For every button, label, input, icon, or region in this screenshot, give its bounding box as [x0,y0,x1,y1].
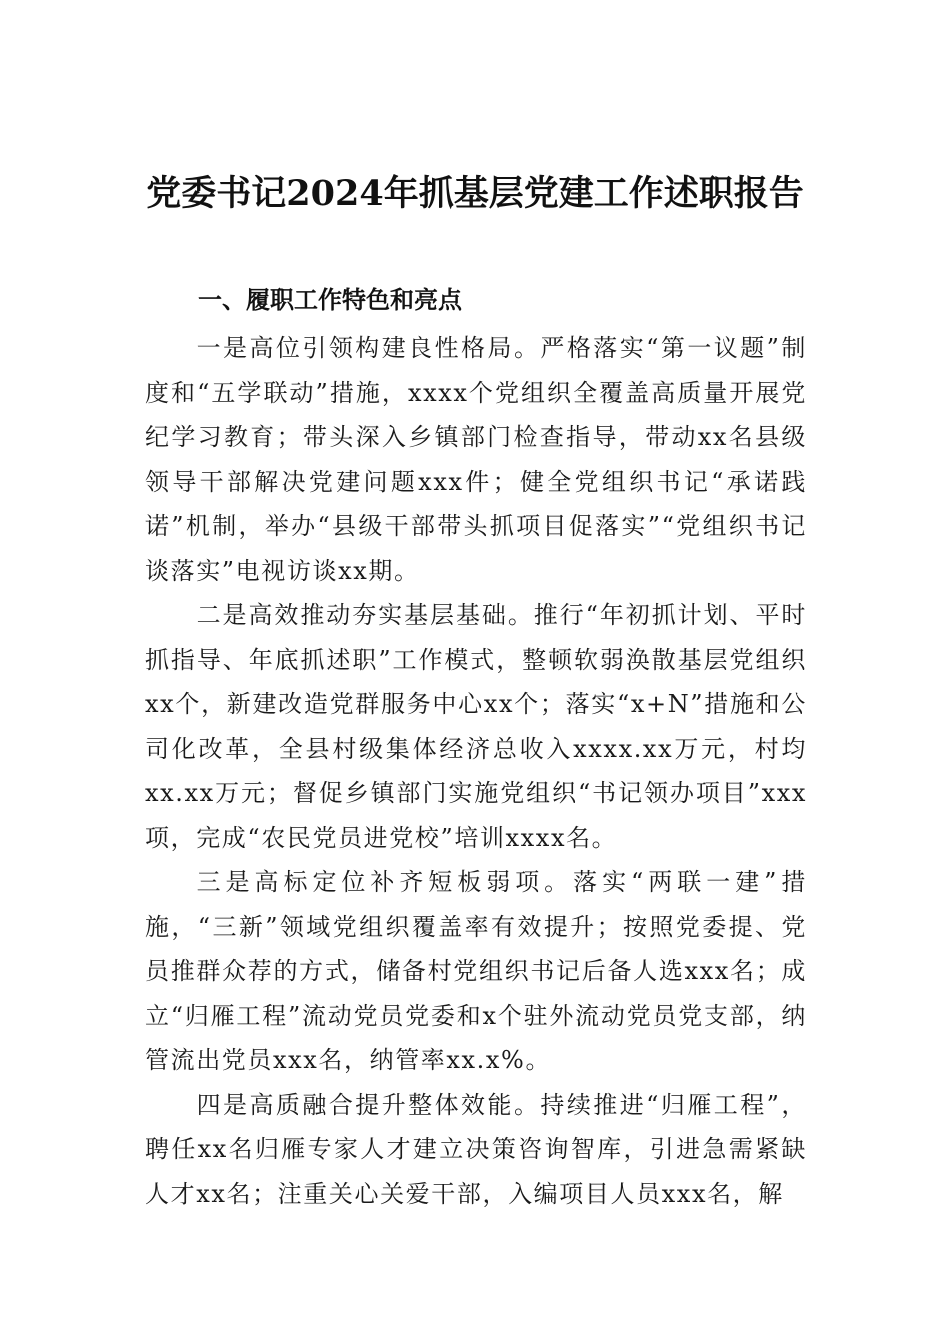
paragraph: 一是高位引领构建良性格局。严格落实“第一议题”制度和“五学联动”措施，xxxx个党组织全覆盖高质量开展党纪学习教育；带头深入乡镇部门检查指导，带动xx名县级领导干部解决党建问题xxx件；健全党组织书记“承诺践诺”机制，举办“县级干部带头抓项目促落实”“党组织书记谈落实”电视访谈xx期。 [145,334,807,585]
paragraph: 四是高质融合提升整体效能。持续推进“归雁工程”，聘任xx名归雁专家人才建立决策咨询智库，引进急需紧缺人才xx名；注重关心关爱干部，入编项目人员xxx名，解 [145,1090,807,1208]
document-title: 党委书记2024年抓基层党建工作述职报告 [146,173,804,214]
section-heading: 一、履职工作特色和亮点 [198,286,462,314]
paragraph: 三是高标定位补齐短板弱项。落实“两联一建”措施，“三新”领域党组织覆盖率有效提升；按照党委提、党员推群众荐的方式，储备村党组织书记后备人选xxx名；成立“归雁工程”流动党员党委和x个驻外流动党员党支部，纳管流出党员xxx名，纳管率xx.x%。 [145,868,807,1074]
document-body [145,326,807,1216]
paragraph: 二是高效推动夯实基层基础。推行“年初抓计划、平时抓指导、年底抓述职”工作模式，整顿软弱涣散基层党组织xx个，新建改造党群服务中心xx个；落实“x+N”措施和公司化改革，全县村级集体经济总收入xxxx.xx万元，村均xx.xx万元；督促乡镇部门实施党组织“书记领办项目”xxx项，完成“农民党员进党校”培训xxxx名。 [145,601,807,852]
